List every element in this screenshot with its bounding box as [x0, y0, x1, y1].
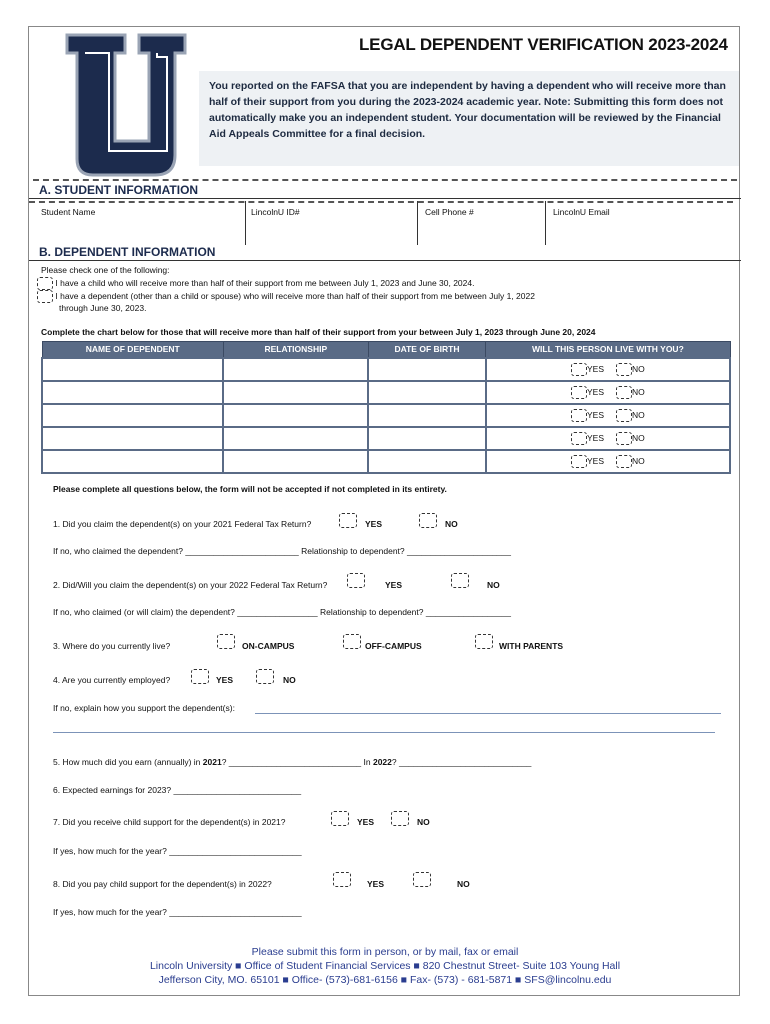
dependent-name-cell[interactable]: [42, 450, 223, 473]
relationship-cell[interactable]: [223, 450, 368, 473]
question-3: 3. Where do you currently live?: [53, 641, 171, 651]
live-no-option: NO: [616, 409, 645, 422]
question-8: 8. Did you pay child support for the dependent(s) in 2022?: [53, 879, 272, 889]
q7-yes-label: YES: [357, 817, 375, 827]
date-of-birth-cell[interactable]: [368, 450, 486, 473]
student-name-label: Student Name: [41, 207, 96, 217]
lincoln-university-logo: [63, 31, 189, 179]
q3-on-campus-checkbox[interactable]: [217, 634, 235, 649]
q4-explain-line-1[interactable]: [255, 713, 721, 714]
live-yes-checkbox[interactable]: [571, 409, 587, 422]
live-no-option: NO: [616, 455, 645, 468]
dependent-option-other: I have a dependent (other than a child or spouse) who will receive more than half of their support from me between July 1, 2022: [37, 290, 535, 303]
live-yes-option: YES: [571, 409, 604, 422]
question-1: 1. Did you claim the dependent(s) on your 2021 Federal Tax Return?: [53, 519, 312, 529]
footer-address: Lincoln University ■ Office of Student Financial Services ■ 820 Chestnut Street- Suite 103 Young Hall: [149, 960, 621, 972]
live-yes-option: YES: [571, 432, 604, 445]
live-no-checkbox[interactable]: [616, 409, 632, 422]
divider: [29, 201, 733, 203]
question-6: 6. Expected earnings for 2023? ___________________________: [53, 785, 302, 795]
date-of-birth-cell[interactable]: [368, 427, 486, 450]
live-with-you-cell: [486, 404, 730, 427]
dependent-name-cell[interactable]: [42, 404, 223, 427]
q4-no-label: NO: [283, 675, 296, 685]
dependent-name-cell[interactable]: [42, 358, 223, 381]
divider: [245, 201, 246, 245]
question-7: 7. Did you receive child support for the dependent(s) in 2021?: [53, 817, 286, 827]
questions-intro: Please complete all questions below, the form will not be accepted if not completed in its entirety.: [53, 484, 447, 494]
question-4: 4. Are you currently employed?: [53, 675, 171, 685]
relationship-cell[interactable]: [223, 358, 368, 381]
question-8-followup: If yes, how much for the year? ____________________________: [53, 907, 302, 917]
column-header: RELATIONSHIP: [223, 342, 368, 358]
relationship-cell[interactable]: [223, 427, 368, 450]
divider: [29, 260, 741, 261]
checkbox-child[interactable]: [37, 277, 53, 290]
question-5: 5. How much did you earn (annually) in 2021? ____________________________ In 2022? ____________________________: [53, 757, 532, 767]
table-row: [42, 404, 730, 427]
column-header: WILL THIS PERSON LIVE WITH YOU?: [486, 342, 730, 358]
cell-phone-label: Cell Phone #: [425, 207, 474, 217]
check-instruction: Please check one of the following:: [41, 265, 170, 275]
live-no-checkbox[interactable]: [616, 455, 632, 468]
q8-yes-label: YES: [367, 879, 385, 889]
live-no-option: NO: [616, 363, 645, 376]
live-with-you-cell: [486, 381, 730, 404]
q7-yes-checkbox[interactable]: [331, 811, 349, 826]
question-1-followup: If no, who claimed the dependent? ________________________ Relationship to dependent? ______________________: [53, 546, 511, 556]
q3-off-campus-checkbox[interactable]: [343, 634, 361, 649]
chart-instruction: Complete the chart below for those that will receive more than half of their support from your between July 1, 2023 through June 20, 2024: [41, 327, 596, 337]
dependent-name-cell[interactable]: [42, 381, 223, 404]
q4-no-checkbox[interactable]: [256, 669, 274, 684]
lincolnu-email-label: LincolnU Email: [553, 207, 610, 217]
divider: [29, 198, 741, 199]
q3-on-campus-label: ON-CAMPUS: [242, 641, 295, 651]
footer-submit-note: Please submit this form in person, or by mail, fax or email: [251, 946, 519, 958]
divider: [33, 179, 737, 181]
q2-no-checkbox[interactable]: [451, 573, 469, 588]
q4-explain-line-2[interactable]: [53, 732, 715, 733]
live-yes-option: YES: [571, 386, 604, 399]
q7-no-checkbox[interactable]: [391, 811, 409, 826]
q1-no-label: NO: [445, 519, 458, 529]
question-2-followup: If no, who claimed (or will claim) the dependent? _________________ Relationship to dependent? __________________: [53, 607, 511, 617]
q1-no-checkbox[interactable]: [419, 513, 437, 528]
fafsa-notice: You reported on the FAFSA that you are independent by having a dependent who will receive more than half of their support from you during the 2023-2024 academic year. Note: Submitting this form does not automatically make you an independent student. Your documentation will be reviewed by the Financial Aid Appeals Committee for a final decision.: [199, 71, 739, 166]
q2-yes-checkbox[interactable]: [347, 573, 365, 588]
form-page: [28, 26, 740, 996]
live-yes-option: YES: [571, 455, 604, 468]
live-no-option: NO: [616, 386, 645, 399]
column-header: DATE OF BIRTH: [368, 342, 486, 358]
form-title: LEGAL DEPENDENT VERIFICATION 2023-2024: [359, 35, 728, 54]
live-no-checkbox[interactable]: [616, 363, 632, 376]
lincolnu-id-label: LincolnU ID#: [251, 207, 300, 217]
table-row: [42, 427, 730, 450]
divider: [417, 201, 418, 245]
q3-with-parents-checkbox[interactable]: [475, 634, 493, 649]
checkbox-other-dependent[interactable]: [37, 290, 53, 303]
live-with-you-cell: [486, 450, 730, 473]
q8-yes-checkbox[interactable]: [333, 872, 351, 887]
table-row: [42, 358, 730, 381]
live-yes-option: YES: [571, 363, 604, 376]
question-2: 2. Did/Will you claim the dependent(s) on your 2022 Federal Tax Return?: [53, 580, 328, 590]
relationship-cell[interactable]: [223, 381, 368, 404]
column-header: NAME OF DEPENDENT: [42, 342, 223, 358]
live-no-option: NO: [616, 432, 645, 445]
q1-yes-label: YES: [365, 519, 383, 529]
relationship-cell[interactable]: [223, 404, 368, 427]
divider: [545, 201, 546, 245]
table-row: [42, 450, 730, 473]
q1-yes-checkbox[interactable]: [339, 513, 357, 528]
q2-yes-label: YES: [385, 580, 403, 590]
live-yes-checkbox[interactable]: [571, 432, 587, 445]
dependent-option-child: I have a child who will receive more than half of their support from me between July 1, 2023 and June 30, 2024.: [37, 277, 474, 290]
dependents-table: [41, 341, 731, 474]
live-yes-checkbox[interactable]: [571, 455, 587, 468]
live-with-you-cell: [486, 358, 730, 381]
q7-no-label: NO: [417, 817, 430, 827]
section-b-title: B. DEPENDENT INFORMATION: [39, 245, 216, 259]
q4-yes-label: YES: [216, 675, 234, 685]
dependent-option-other-cont: through June 30, 2023.: [59, 303, 147, 313]
q8-no-label: NO: [457, 879, 470, 889]
dependent-name-cell[interactable]: [42, 427, 223, 450]
live-with-you-cell: [486, 427, 730, 450]
live-yes-checkbox[interactable]: [571, 386, 587, 399]
q4-yes-checkbox[interactable]: [191, 669, 209, 684]
question-7-followup: If yes, how much for the year? ____________________________: [53, 846, 302, 856]
question-4-followup: If no, explain how you support the dependent(s):: [53, 703, 235, 713]
date-of-birth-cell[interactable]: [368, 404, 486, 427]
live-no-checkbox[interactable]: [616, 386, 632, 399]
live-no-checkbox[interactable]: [616, 432, 632, 445]
q2-no-label: NO: [487, 580, 500, 590]
q3-off-campus-label: OFF-CAMPUS: [365, 641, 422, 651]
date-of-birth-cell[interactable]: [368, 381, 486, 404]
q8-no-checkbox[interactable]: [413, 872, 431, 887]
section-a-title: A. STUDENT INFORMATION: [39, 183, 199, 197]
date-of-birth-cell[interactable]: [368, 358, 486, 381]
live-yes-checkbox[interactable]: [571, 363, 587, 376]
footer-contact: Jefferson City, MO. 65101 ■ Office- (573)-681-6156 ■ Fax- (573) - 681-5871 ■ SFS@lincolnu.edu: [158, 974, 612, 986]
table-row: [42, 381, 730, 404]
q3-with-parents-label: WITH PARENTS: [499, 641, 564, 651]
